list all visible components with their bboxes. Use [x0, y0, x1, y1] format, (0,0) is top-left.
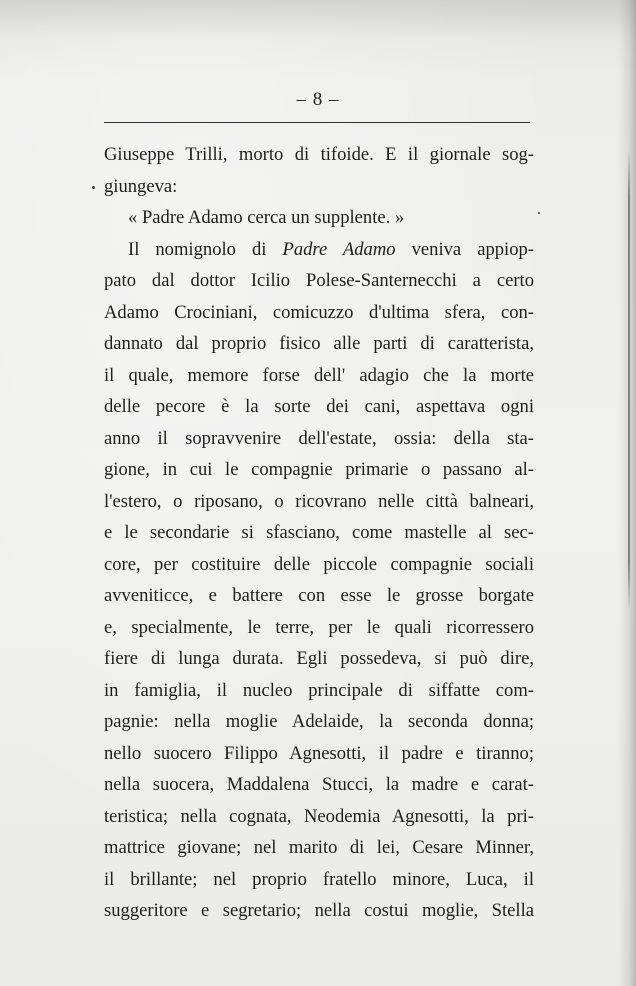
text-line: gione, in cui le compagnie primarie o passano al-: [104, 459, 534, 480]
page-edge-line: [628, 150, 630, 610]
ink-speck: [92, 186, 95, 189]
text-line: nello suocero Filippo Agnesotti, il padre e tiranno;: [104, 742, 534, 764]
text-line: pagnie: nella moglie Adelaide, la seconda donna;: [104, 711, 534, 732]
text-line: avveniticce, e battere con esse le grosse borgate: [104, 585, 534, 606]
text-line: giungeva:: [104, 175, 178, 197]
text-line: mattrice giovane; nel marito di lei, Cesare Minner,: [104, 837, 534, 858]
text-line: e, specialmente, le terre, per le quali ricorressero: [104, 616, 534, 638]
text-line: suggeritore e segretario; nella costui moglie, Stella: [104, 900, 534, 921]
text-line: l'estero, o riposano, o ricovrano nelle città balneari,: [104, 490, 534, 512]
body-text: [104, 139, 534, 927]
text-line: in famiglia, il nucleo principale di siffatte com-: [104, 679, 534, 701]
quote-line: « Padre Adamo cerca un supplente. »: [128, 207, 405, 228]
text-line: fiere di lunga durata. Egli possedeva, si può dire,: [104, 648, 534, 669]
text-line: il brillante; nel proprio fratello minore, Luca, il: [104, 868, 534, 890]
italic-name: Padre Adamo: [282, 238, 396, 260]
text-line: il quale, memore forse dell' adagio che la morte: [104, 364, 534, 386]
text-line: core, per costituire delle piccole compagnie sociali: [104, 553, 534, 575]
ink-speck: [538, 212, 540, 214]
page-number: – 8 –: [296, 89, 340, 110]
text-line: nella suocera, Maddalena Stucci, la madre e carat-: [104, 774, 534, 795]
text-span: Il nomignolo di: [128, 238, 283, 260]
text-line: dannato dal proprio fisico alle parti di caratterista,: [104, 333, 534, 354]
text-line: Giuseppe Trilli, morto di tifoide. E il giornale sog-: [104, 144, 534, 165]
text-line: pato dal dottor Icilio Polese-Santernecchi a certo: [104, 270, 534, 291]
text-line: [104, 234, 534, 266]
text-line: teristica; nella cognata, Neodemia Agnesotti, la pri-: [104, 805, 534, 827]
text-line: Adamo Crociniani, comicuzzo d'ultima sfera, con-: [104, 301, 534, 323]
text-line: e le secondarie si sfasciano, come mastelle al sec-: [104, 522, 534, 543]
text-span: veniva appiop-: [395, 238, 534, 260]
page-binding-edge: [618, 0, 636, 986]
page-top-shadow: [0, 0, 636, 40]
text-line: anno il sopravvenire dell'estate, ossia: della sta-: [104, 427, 534, 449]
header-rule: [104, 122, 530, 123]
text-line: delle pecore è la sorte dei cani, aspettava ogni: [104, 396, 534, 417]
